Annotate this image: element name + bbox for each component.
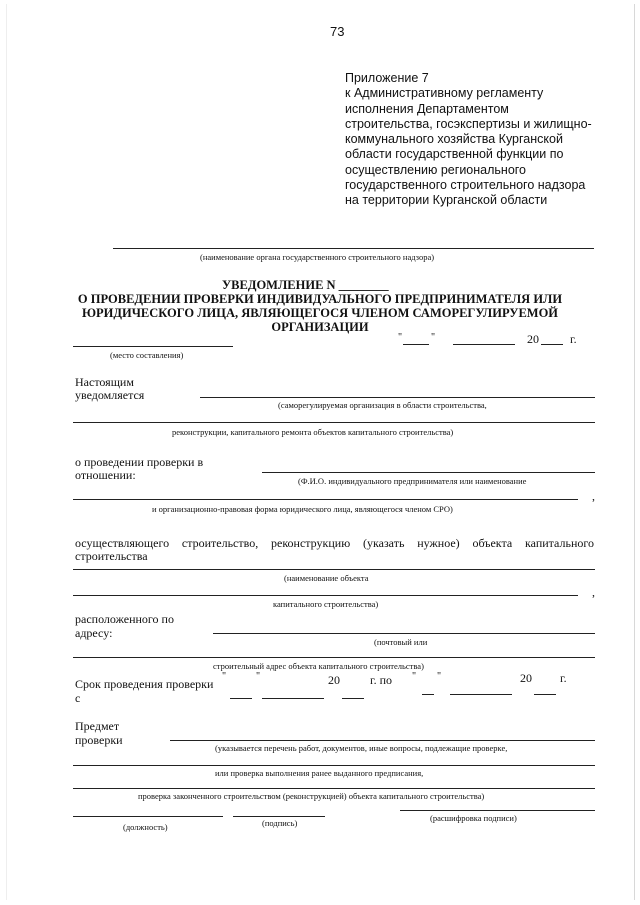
term-year-1-suffix: г. по [370, 673, 392, 687]
notify-line-1 [200, 397, 595, 398]
notify-caption-2: реконструкции, капитального ремонта объектов капитального строительства) [172, 427, 454, 437]
authority-line [113, 248, 594, 249]
term-from-year-line [342, 698, 364, 699]
signature-sign-caption: (подпись) [262, 818, 298, 828]
inspection-caption-2: и организационно-правовая форма юридического лица, являющегося членом СРО) [152, 504, 453, 514]
subject-line-2 [73, 765, 595, 766]
term-to-year-line [534, 694, 556, 695]
term-quote-2: " [256, 671, 261, 682]
appendix-line: государственного строительного надзора [345, 178, 586, 193]
subject-caption-3: проверка законченного строительством (реконструкцией) объекта капитального строительства) [138, 791, 485, 801]
date-year-line [541, 344, 563, 345]
term-to-day-line [422, 694, 434, 695]
construction-text-line-2: строительства [75, 549, 148, 563]
notify-label-2: уведомляется [75, 388, 145, 402]
appendix-line: к Административному регламенту [345, 86, 544, 101]
construction-word: реконструкцию [271, 536, 351, 550]
term-label-1: Срок проведения проверки [75, 677, 214, 691]
address-line-2 [73, 657, 595, 658]
date-quote-open: " [398, 332, 403, 343]
notice-subtitle-1: О ПРОВЕДЕНИИ ПРОВЕРКИ ИНДИВИДУАЛЬНОГО ПРЕДПРИНИМАТЕЛЯ ИЛИ [77, 292, 563, 306]
construction-word: объекта [472, 536, 513, 550]
appendix-line: коммунального хозяйства Курганской [345, 132, 563, 147]
term-to-month-line [450, 694, 512, 695]
term-from-month-line [262, 698, 324, 699]
construction-word: капитального [525, 536, 594, 550]
term-year-1: 20 [328, 673, 340, 687]
construction-caption-1: (наименование объекта [284, 573, 369, 583]
signature-decode-caption: (расшифровка подписи) [430, 813, 517, 823]
subject-line-3 [73, 788, 595, 789]
term-label-2: с [75, 691, 81, 705]
signature-position-line [73, 816, 223, 817]
notice-title: УВЕДОМЛЕНИЕ N ________ [222, 278, 389, 292]
appendix-line: осуществлению регионального [345, 162, 527, 177]
construction-word: строительство, [181, 536, 259, 550]
address-caption-1: (почтовый или [374, 637, 428, 647]
signature-position-caption: (должность) [123, 822, 168, 832]
address-line-1 [213, 633, 595, 634]
signature-decode-line [400, 810, 595, 811]
subject-line-1 [170, 740, 595, 741]
term-quote-4: " [437, 671, 442, 682]
notify-line-2 [73, 422, 595, 423]
notice-subtitle-2: ЮРИДИЧЕСКОГО ЛИЦА, ЯВЛЯЮЩЕГОСЯ ЧЛЕНОМ САМОРЕГУЛИРУЕМОЙ [81, 306, 559, 320]
construction-line-1 [73, 569, 595, 570]
term-from-day-line [230, 698, 252, 699]
inspection-comma: , [592, 489, 595, 503]
term-year-2-suffix: г. [560, 671, 567, 685]
construction-caption-2: капитального строительства) [273, 599, 379, 609]
address-caption-2: строительный адрес объекта капитального строительства) [213, 661, 424, 671]
notify-caption-1: (саморегулируемая организация в области строительства, [278, 400, 487, 410]
appendix-block [345, 71, 592, 209]
appendix-line: на территории Курганской области [345, 193, 548, 208]
term-quote-3: " [412, 671, 417, 682]
authority-caption: (наименование органа государственного строительного надзора) [200, 252, 435, 262]
inspection-caption-1: (Ф.И.О. индивидуального предпринимателя или наименование [298, 476, 527, 486]
date-day-line [403, 344, 429, 345]
appendix-line: Приложение 7 [345, 71, 429, 85]
inspection-line-2 [73, 499, 578, 500]
address-label-1: расположенного по [75, 612, 174, 626]
subject-caption-2: или проверка выполнения ранее выданного предписания, [215, 768, 424, 778]
place-caption: (место составления) [110, 350, 184, 360]
inspection-label-2: отношении: [75, 468, 136, 482]
subject-label-2: проверки [75, 733, 123, 747]
appendix-line: исполнения Департаментом [345, 101, 509, 116]
page-number: 73 [330, 24, 345, 39]
inspection-line-1 [262, 472, 595, 473]
construction-word: осуществляющего [75, 536, 170, 550]
subject-label-1: Предмет [75, 719, 120, 733]
date-quote-close: " [431, 332, 436, 343]
notify-label-1: Настоящим [75, 375, 134, 389]
date-month-line [453, 344, 515, 345]
construction-line-2 [73, 595, 578, 596]
term-year-2: 20 [520, 671, 532, 685]
construction-text-line-1 [75, 536, 594, 551]
notice-subtitle-3: ОРГАНИЗАЦИИ [271, 320, 369, 334]
address-label-2: адресу: [75, 626, 113, 640]
construction-word: нужное) [417, 536, 460, 550]
place-line [73, 346, 233, 347]
appendix-line: области государственной функции по [345, 147, 564, 162]
inspection-label-1: о проведении проверки в [75, 455, 204, 469]
construction-word: (указать [362, 536, 405, 550]
date-year-suffix: г. [570, 332, 577, 346]
signature-sign-line [233, 816, 325, 817]
date-year-prefix: 20 [527, 332, 539, 346]
appendix-line: строительства, госэкспертизы и жилищно- [345, 116, 592, 131]
term-quote-1: " [222, 671, 227, 682]
subject-caption-1: (указывается перечень работ, документов, иные вопросы, подлежащие проверке, [215, 743, 508, 753]
construction-comma: , [592, 585, 595, 599]
